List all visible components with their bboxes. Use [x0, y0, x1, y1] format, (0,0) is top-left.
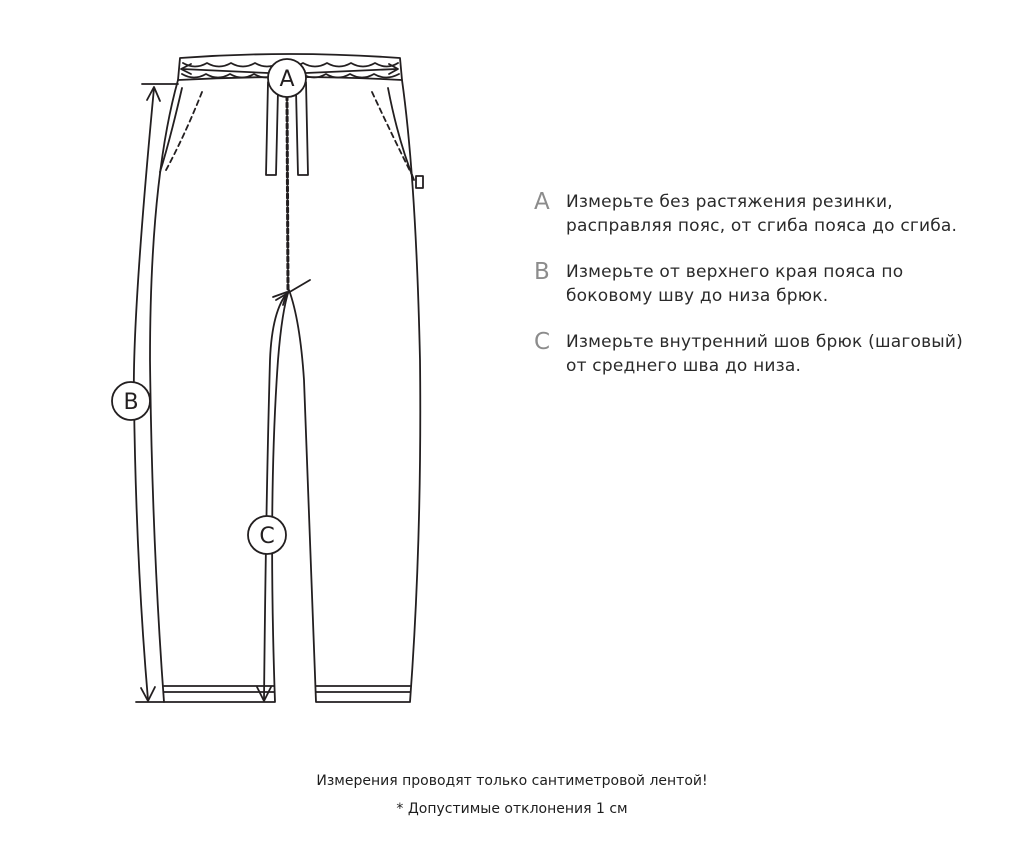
legend-letter-a: A — [534, 189, 550, 215]
tolerance-note: * Допустимые отклонения 1 см — [396, 801, 628, 817]
pants-outline — [150, 80, 420, 702]
pants-diagram — [0, 0, 520, 740]
measure-a-arrow-left — [182, 69, 268, 73]
marker-a — [268, 59, 306, 97]
marker-b-label: B — [123, 390, 139, 415]
crotch-tick — [276, 280, 310, 300]
footer-notes — [0, 772, 1024, 828]
legend-text-c: Измерьте внутренний шов брюк (шаговый) от среднего шва до низа. — [566, 332, 963, 376]
center-seam — [287, 96, 288, 290]
marker-a-label: A — [279, 67, 295, 92]
legend-letter-c: C — [534, 329, 551, 355]
legend-letter-b: B — [534, 259, 550, 285]
marker-b — [112, 382, 150, 420]
tape-note: Измерения проводят только сантиметровой лентой! — [316, 773, 708, 789]
measure-c-arrow — [264, 292, 288, 700]
side-label-tab — [416, 176, 423, 188]
marker-c — [248, 516, 286, 554]
marker-c-label: C — [259, 524, 275, 549]
legend-item-a — [534, 190, 974, 238]
measure-a-arrow-right — [306, 69, 397, 73]
drawstring-left — [266, 82, 278, 175]
measurement-legend — [534, 190, 974, 400]
drawstring-right — [296, 82, 308, 175]
legend-item-c — [534, 330, 974, 378]
legend-text-a: Измерьте без растяжения резинки, расправляя пояс, от сгиба пояса до сгиба. — [566, 192, 958, 236]
legend-item-b — [534, 260, 974, 308]
legend-text-b: Измерьте от верхнего края пояса по боковому шву до низа брюк. — [566, 262, 904, 306]
